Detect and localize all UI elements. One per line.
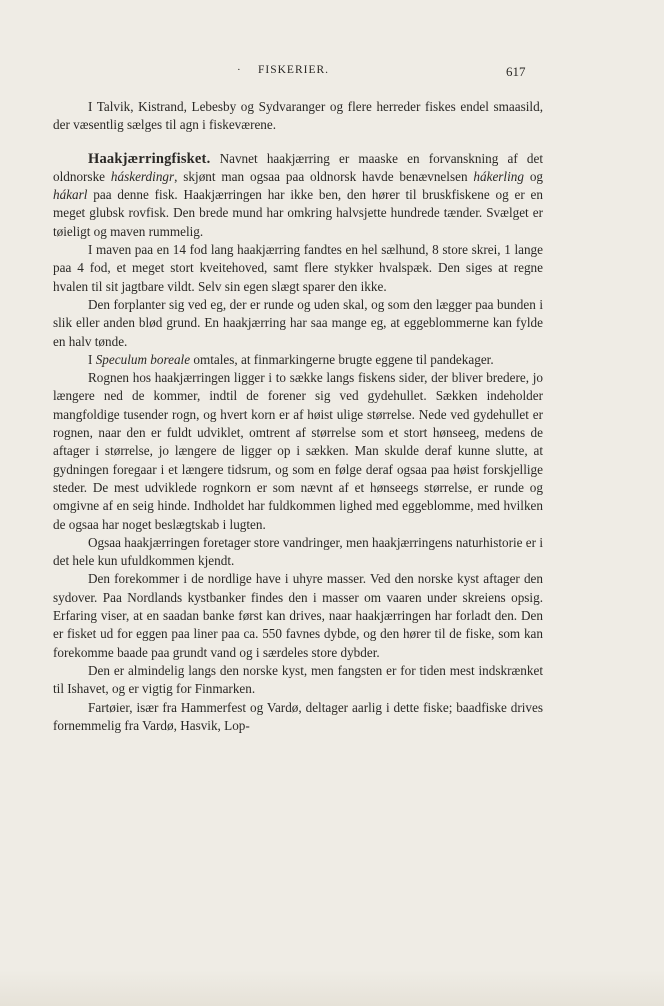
paragraph-haakjaerringfisket <box>53 150 543 241</box>
text-run: og <box>523 168 544 184</box>
section-heading: Haakjærringfisket. <box>88 150 211 167</box>
page-bottom-edge <box>0 970 664 1006</box>
paragraph-forekommer: Den forekommer i de nordlige have i uhyre masser. Ved den norske kyst aftager den sydover. Paa Nordlands kystbanker findes den i masser om vaaren under skreiens opsig. Erfaring viser, at en saadan banke først kan drives, naar haakjærringen har forladt den. Den er fisket ud for eggen paa liner paa ca. 550 favnes dybde, og den hører til de fiske, som kan forekomme baade paa grundt vand og i særdeles store dybder. <box>53 571 543 660</box>
paragraph-maven: I maven paa en 14 fod lang haakjærring fandtes en hel sælhund, 8 store skrei, 1 lange paa 4 fod, et meget stort kveitehoved, samt flere stykker hvalspæk. Den siges at regne hvalen til sit jagtbare vildt. Selv sin egen slægt sparer den ikke. <box>53 242 543 294</box>
italic-term: hákarl <box>53 187 88 203</box>
text-run: , skjønt man ogsaa paa oldnorsk havde benævnelsen <box>174 168 474 184</box>
page-number: 617 <box>506 64 526 79</box>
paragraph-vandringer: Ogsaa haakjærringen foretager store vandringer, men haakjærringens naturhistorie er i det hele kun ufuldkommen kjendt. <box>53 534 544 569</box>
running-header <box>0 64 664 80</box>
paragraph-rognen: Rognen hos haakjærringen ligger i to sække langs fiskens sider, der bliver bredere, jo længere ned de kommer, indtil de forener sig ved gydehullet. Sækken indeholder mangfoldige tusender rogn, og hvert korn er af høist ulige størrelse. Nede ved gydehullet er rognen, naar den er fuldt udviklet, omtrent af størrelse som et stort hønseeg, medens de aftager i størrelse, jo længere de ligger op i sækken. Man skulde deraf kunne slutte, at gydningen foregaar i et længere tidsrum, og som en følge deraf ogsaa paa høist forskjellige steder. De mest udviklede rognkorn er som nævnt af et hønseegs størrelse, er runde og omgivne af en seig hinde. Indholdet har fuldkommen lighed med eggeblomme, med hvilken de ogsaa har noget beslægtskab i lugten. <box>53 370 543 532</box>
body-text <box>53 98 543 735</box>
header-separator: · <box>237 64 241 76</box>
italic-term: hákerling <box>473 168 524 184</box>
paragraph-smaasild: I Talvik, Kistrand, Lebesby og Sydvaranger og flere herreder fiskes endel smaasild, der væsentlig sælges til agn i fiskeværene. <box>53 99 543 133</box>
paragraph-speculum <box>53 351 543 369</box>
text-run: paa denne fisk. Haakjærringen har ikke ben, den hører til bruskfiskene og er en meget glubsk rovfisk. Den brede mund har omkring halvsjette hundrede tænder. Svælget er tøieligt og maven rummelig. <box>53 187 543 239</box>
paragraph-fartoier: Fartøier, især fra Hammerfest og Vardø, deltager aarlig i dette fiske; baadfiske drives fornemmelig fra Vardø, Hasvik, Lop- <box>53 699 543 733</box>
italic-term: háskerdingr <box>110 168 175 184</box>
paragraph-forplanter: Den forplanter sig ved eg, der er runde og uden skal, og som den lægger paa bunden i slik eller anden blød grund. En haakjærring har saa mange eg, at eggeblommerne kan fylde en halv tønde. <box>53 296 543 349</box>
header-title: FISKERIER. <box>258 64 330 76</box>
text-run: I <box>88 351 96 367</box>
text-run: Navnet haakjærring er maaske en forvanskning af det oldnorske <box>53 150 543 184</box>
italic-term: Speculum boreale <box>95 351 191 367</box>
paragraph-almindelig: Den er almindelig langs den norske kyst, men fangsten er for tiden mest indskrænket til Ishavet, og er vigtig for Finmarken. <box>53 662 543 697</box>
text-run: omtales, at finmarkingerne brugte eggene til pandekager. <box>190 351 494 367</box>
